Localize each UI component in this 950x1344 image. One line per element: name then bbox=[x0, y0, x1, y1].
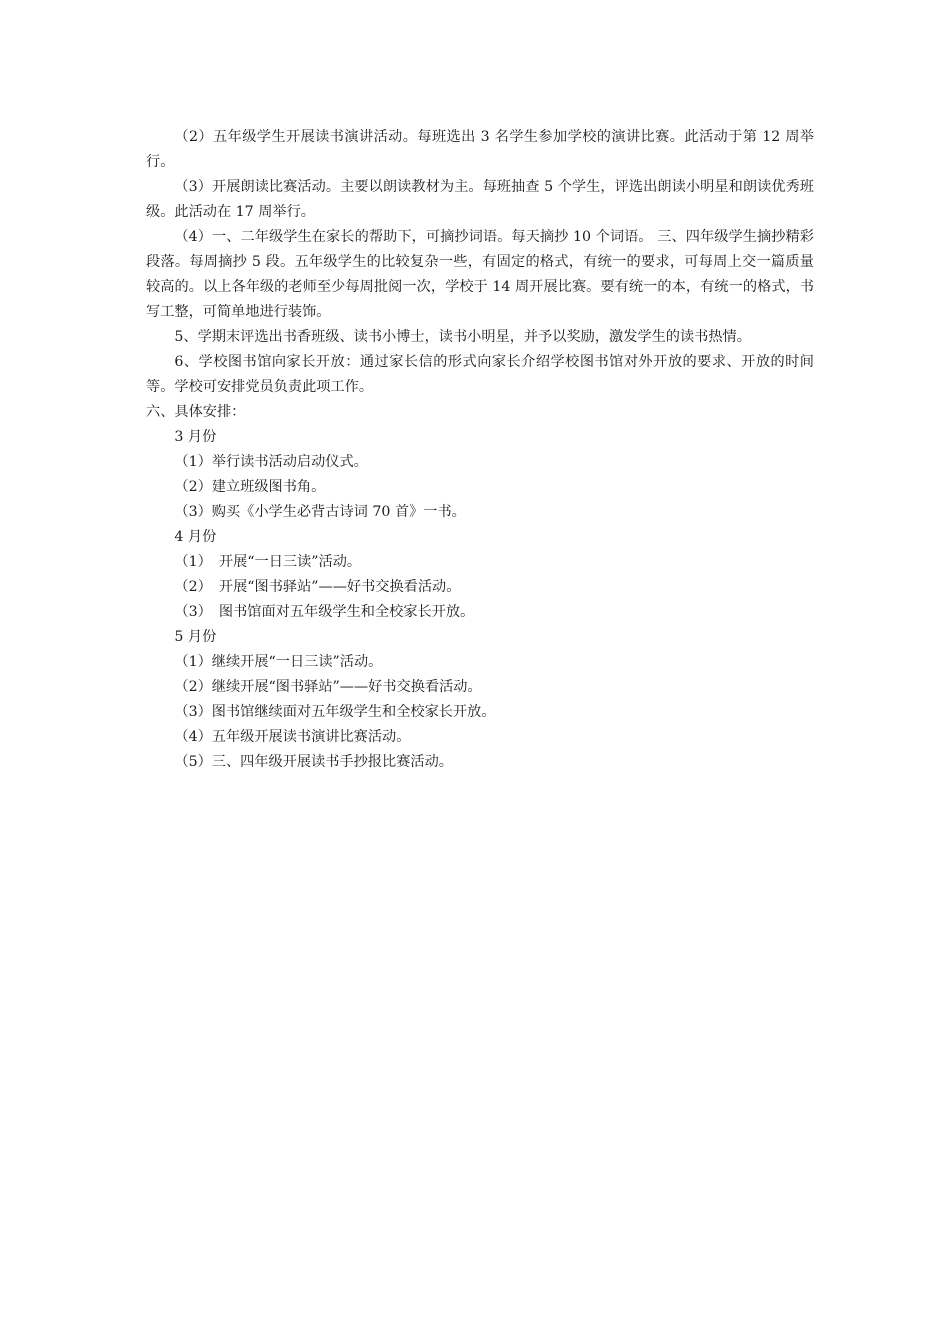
paragraph-speech-contest: （2）五年级学生开展读书演讲活动。每班选出 3 名学生参加学校的演讲比赛。此活动于第 12 周举行。 bbox=[146, 129, 814, 170]
list-item: （2）继续开展“图书驿站”——好书交换看活动。 bbox=[174, 679, 482, 695]
paragraph-library-open: 6、学校图书馆向家长开放：通过家长信的形式向家长介绍学校图书馆对外开放的要求、开放的时间等。学校可安排党员负责此项工作。 bbox=[146, 354, 814, 395]
list-item: （3）图书馆继续面对五年级学生和全校家长开放。 bbox=[174, 704, 496, 720]
list-item: （2） 开展“图书驿站”——好书交换看活动。 bbox=[174, 579, 461, 595]
list-item: （5）三、四年级开展读书手抄报比赛活动。 bbox=[174, 754, 453, 770]
month-block-april bbox=[146, 525, 814, 625]
list-item: （1） 开展“一日三读”活动。 bbox=[174, 554, 362, 570]
paragraph-term-awards: 5、学期末评选出书香班级、读书小博士，读书小明星，并予以奖励，激发学生的读书热情。 bbox=[174, 329, 751, 345]
month-label: 3 月份 bbox=[174, 429, 217, 445]
paragraph-excerpt-copying: （4）一、二年级学生在家长的帮助下，可摘抄词语。每天摘抄 10 个词语。 三、四年级学生摘抄精彩段落。每周摘抄 5 段。五年级学生的比较复杂一些，有固定的格式，有统一的要求，可每周上交一篇质量较高的。以上各年级的老师至少每周批阅一次，学校于 14 周开展比赛。要有统一的本，有统一的格式，书写工整，可简单地进行装饰。 bbox=[146, 229, 814, 320]
month-block-march bbox=[146, 425, 814, 525]
document-page bbox=[146, 125, 814, 775]
month-label: 5 月份 bbox=[174, 629, 217, 645]
list-item: （3）购买《小学生必背古诗词 70 首》一书。 bbox=[174, 504, 466, 520]
month-block-may bbox=[146, 625, 814, 775]
month-label: 4 月份 bbox=[174, 529, 217, 545]
section-heading-schedule: 六、具体安排： bbox=[146, 404, 246, 420]
list-item: （4）五年级开展读书演讲比赛活动。 bbox=[174, 729, 411, 745]
list-item: （3） 图书馆面对五年级学生和全校家长开放。 bbox=[174, 604, 475, 620]
list-item: （1）继续开展“一日三读”活动。 bbox=[174, 654, 383, 670]
paragraph-reading-contest: （3）开展朗读比赛活动。主要以朗读教材为主。每班抽查 5 个学生，评选出朗读小明星和朗读优秀班级。此活动在 17 周举行。 bbox=[146, 179, 814, 220]
list-item: （2）建立班级图书角。 bbox=[174, 479, 326, 495]
list-item: （1）举行读书活动启动仪式。 bbox=[174, 454, 368, 470]
